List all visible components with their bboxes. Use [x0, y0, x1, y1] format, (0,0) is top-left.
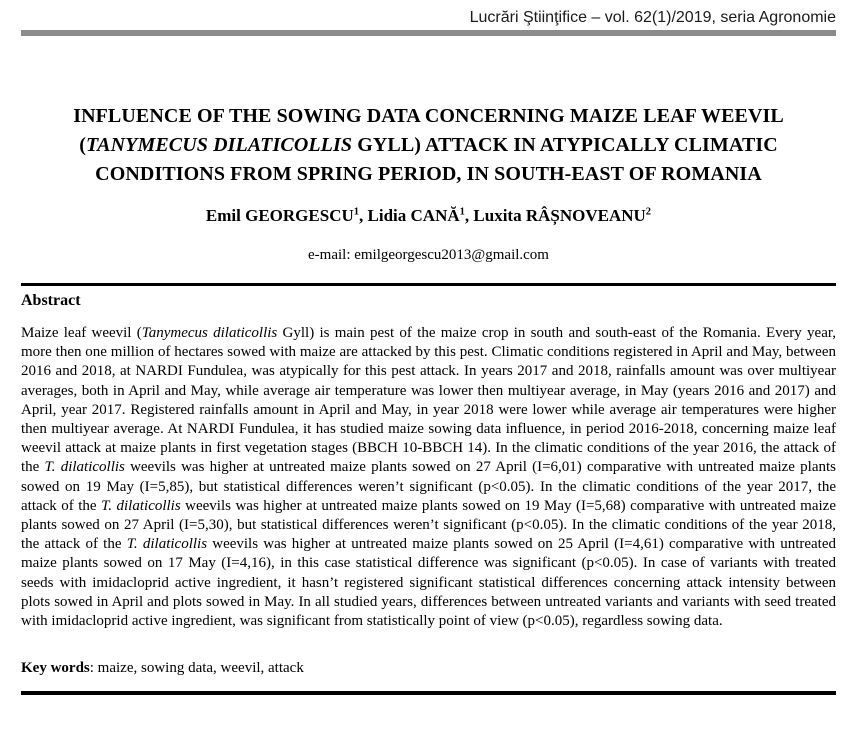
abstract-heading: Abstract	[21, 292, 81, 309]
authors-line: Emil GEORGESCU$^1$, Lidia CANĂ$^1$, Luxita RÂȘNOVEANU$^2$	[205, 206, 652, 225]
footer-divider	[21, 691, 836, 695]
paper-title: INFLUENCE OF THE SOWING DATA CONCERNING MAIZE LEAF WEEVIL (TANYMECUS DILATICOLLIS GYLL) ATTACK IN ATYPICALLY CLIMATIC CONDITIONS FROM SPRING PERIOD, IN SOUTH-EAST OF ROMANIA	[73, 105, 784, 185]
abstract-top-divider	[21, 283, 836, 286]
keywords-line: Key words: maize, sowing data, weevil, attack	[21, 660, 304, 677]
journal-header-line: Lucrări Ştiinţifice – vol. 62(1)/2019, seria Agronomie	[469, 9, 836, 26]
header-divider	[21, 30, 836, 36]
email-line: e-mail: emilgeorgescu2013@gmail.com	[308, 247, 549, 263]
abstract-body: Maize leaf weevil (Tanymecus dilaticollis Gyll) is main pest of the maize crop in south and south-east of the Romania. Every year, more then one million of hectares sowed with maize are attacked by this pest. Climatic conditions registered in April and May, between 2016 and 2018, at NARDI Fundulea, was atypically for this pest attack. In years 2017 and 2018, rainfalls amount was over multiyear averages, both in April and May, while average air temperature was lower then multiyear average, in May (years 2016 and 2017) and April, year 2017. Registered rainfalls amount in April and May, in year 2018 were lower while average air temperatures were higher then multiyear average. At NARDI Fundulea, it has studied maize sowing data influence, in period 2016-2018, concerning maize leaf weevil attack at maize plants in first vegetation stages (BBCH 10-BBCH 14). In the climatic conditions of the year 2016, the attack of the T. dilaticollis weevils was higher at untreated maize plants sowed on 27 April (I=6,01) comparative with untreated maize plants sowed on 19 May (I=5,85), but statistical differences weren’t significant (p<0.05). In the climatic conditions of the year 2017, the attack of the T. dilaticollis weevils was higher at untreated maize plants sowed on 19 May (I=5,68) comparative with untreated maize plants sowed on 27 April (I=5,30), but statistical differences weren’t significant (p<0.05). In the climatic conditions of the year 2018, the attack of the T. dilaticollis weevils was higher at untreated maize plants sowed on 25 April (I=4,61) comparative with untreated maize plants sowed on 17 May (I=4,16), in this case statistical difference was significant (p<0.05). In case of variants with treated seeds with imidacloprid active ingredient, it hasn’t registered significant statistical differences concerning attack intensity between plots sowed in April and plots sowed in May. In all studied years, differences between untreated variants and variants with seed treated with imidacloprid active ingredient, was significant from statistically point of view (p<0.05), regardless sowing data.	[21, 325, 837, 630]
